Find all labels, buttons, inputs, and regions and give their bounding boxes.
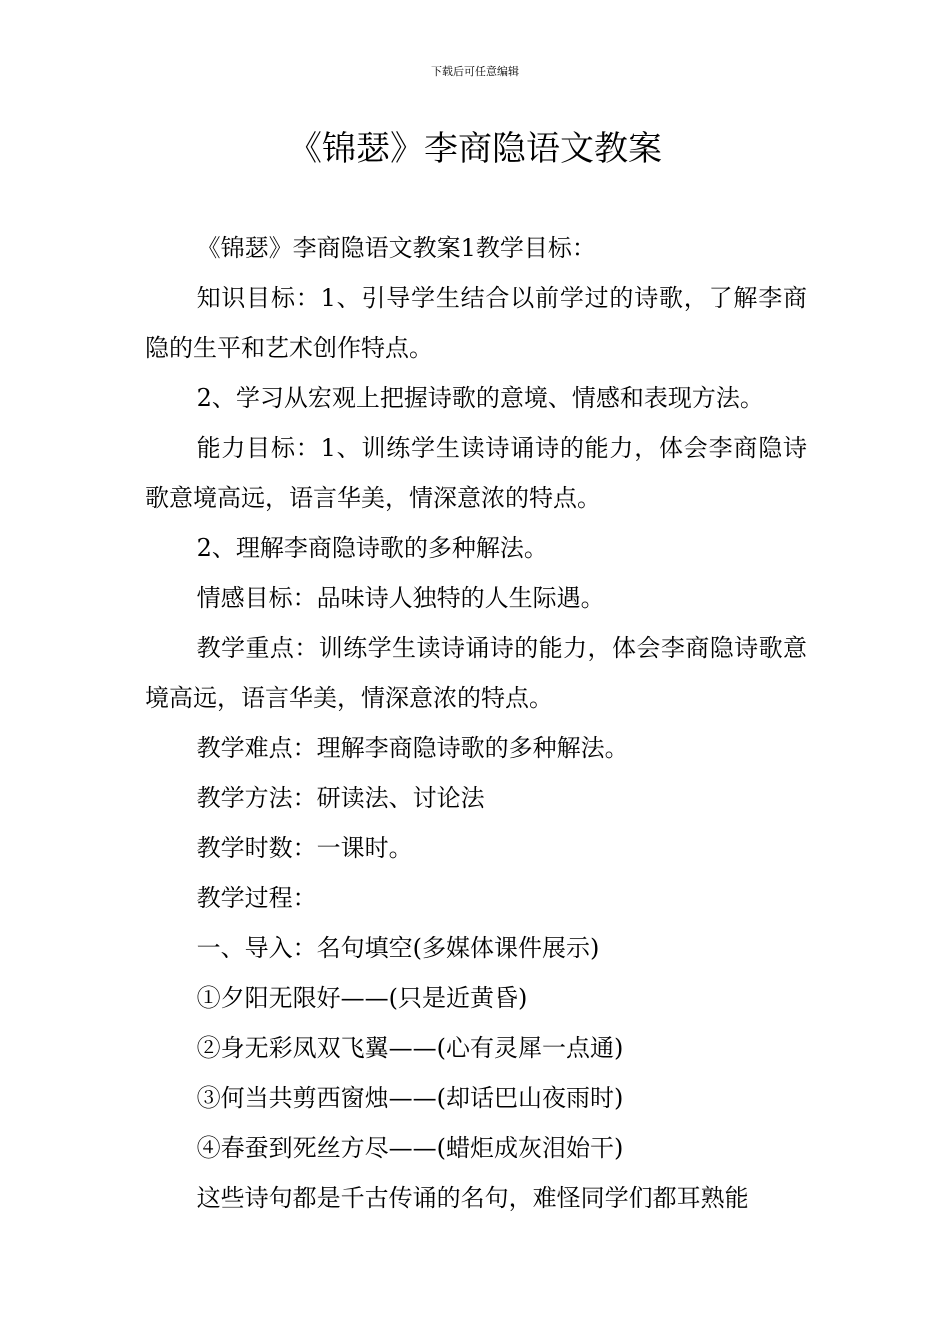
paragraph: 2、理解李商隐诗歌的多种解法。: [196, 534, 548, 562]
paragraph: 教学时数：一课时。: [196, 834, 413, 862]
document-body: [145, 223, 807, 1223]
paragraph: 一、导入：名句填空(多媒体课件展示): [196, 934, 600, 962]
paragraph: ③何当共剪西窗烛——(却话巴山夜雨时): [196, 1084, 624, 1112]
paragraph: 教学过程：: [196, 884, 317, 912]
paragraph: 知识目标：1、引导学生结合以前学过的诗歌，了解李商隐的生平和艺术创作特点。: [145, 284, 807, 362]
paragraph: 《锦瑟》李商隐语文教案1教学目标：: [196, 234, 596, 262]
document-title: 《锦瑟》李商隐语文教案: [288, 129, 662, 169]
paragraph: 这些诗句都是千古传诵的名句，难怪同学们都耳熟能: [196, 1184, 749, 1212]
paragraph: ②身无彩凤双飞翼——(心有灵犀一点通): [196, 1034, 624, 1062]
paragraph: 教学重点：训练学生读诗诵诗的能力，体会李商隐诗歌意境高远，语言华美，情深意浓的特点。: [145, 634, 807, 712]
paragraph: 教学方法：研读法、讨论法: [196, 784, 485, 812]
paragraph: 能力目标：1、训练学生读诗诵诗的能力，体会李商隐诗歌意境高远，语言华美，情深意浓的特点。: [145, 434, 807, 512]
paragraph: 情感目标：品味诗人独特的人生际遇。: [196, 584, 605, 612]
page-header-note: 下载后可任意编辑: [431, 65, 519, 78]
paragraph: 教学难点：理解李商隐诗歌的多种解法。: [196, 734, 629, 762]
paragraph: ④春蚕到死丝方尽——(蜡炬成灰泪始干): [196, 1134, 624, 1162]
paragraph: 2、学习从宏观上把握诗歌的意境、情感和表现方法。: [196, 384, 764, 412]
paragraph: ①夕阳无限好——(只是近黄昏): [196, 984, 528, 1012]
